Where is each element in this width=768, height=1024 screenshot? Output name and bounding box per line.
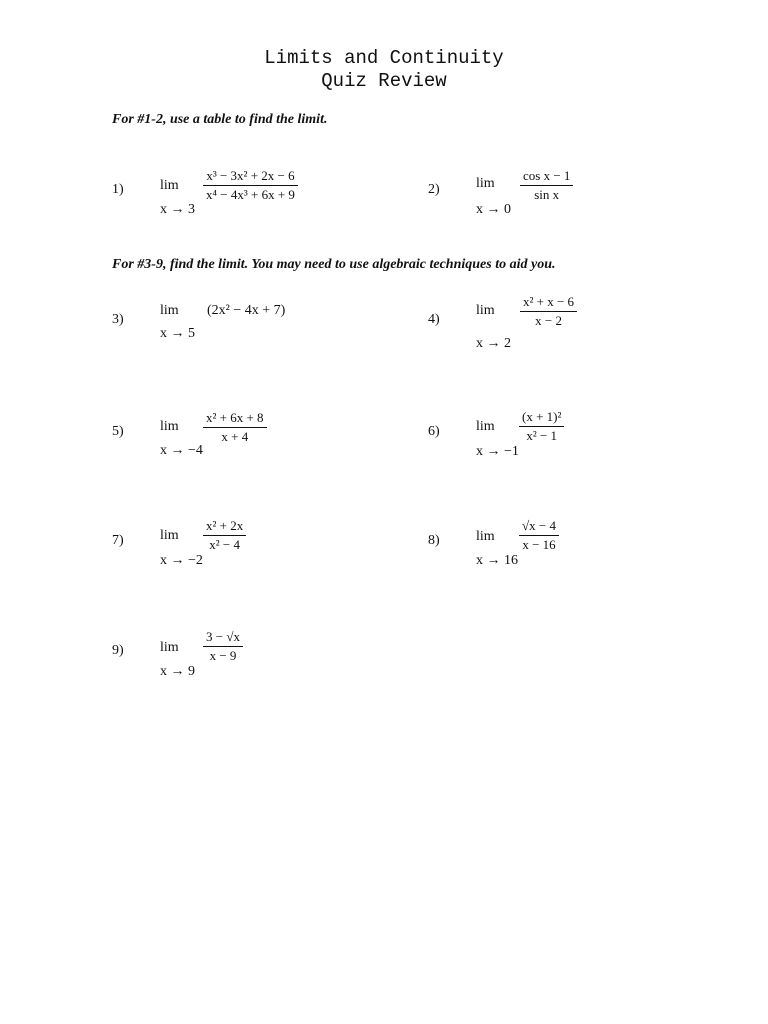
problem-label: 8) (428, 533, 440, 548)
numerator: 3 − √x (206, 629, 240, 644)
page-title: Limits and Continuity (264, 47, 504, 69)
numerator: x² + x − 6 (523, 294, 575, 309)
numerator: (x + 1)² (522, 409, 562, 424)
problem-label: 9) (112, 643, 124, 658)
fraction (520, 294, 577, 329)
fraction (203, 168, 298, 203)
denominator: x² − 1 (519, 426, 564, 444)
approach-text: x → 2 (476, 336, 511, 351)
fraction (203, 629, 243, 664)
fraction (520, 168, 573, 203)
approach-text: x → −1 (476, 444, 519, 459)
approach-text: x → 9 (160, 664, 195, 679)
lim-text: lim (160, 178, 179, 193)
denominator: x⁴ − 4x³ + 6x + 9 (203, 185, 298, 203)
numerator: x² + 6x + 8 (206, 410, 264, 425)
fraction (203, 410, 267, 445)
lim-text: lim (476, 419, 495, 434)
approach-text: x → −2 (160, 553, 203, 568)
denominator: x − 2 (520, 311, 577, 329)
denominator: sin x (520, 185, 573, 203)
lim-text: lim (476, 303, 495, 318)
problem-label: 5) (112, 424, 124, 439)
denominator: x − 9 (203, 646, 243, 664)
problem-label: 7) (112, 533, 124, 548)
lim-text: lim (476, 529, 495, 544)
expression: (2x² − 4x + 7) (207, 303, 286, 318)
problem-label: 1) (112, 182, 124, 197)
lim-text: lim (160, 419, 179, 434)
denominator: x − 16 (519, 535, 559, 553)
lim-text: lim (160, 640, 179, 655)
numerator: x³ − 3x² + 2x − 6 (206, 168, 295, 183)
fraction (519, 518, 559, 553)
problem-label: 6) (428, 424, 440, 439)
denominator: x + 4 (203, 427, 267, 445)
lim-text: lim (160, 528, 179, 543)
numerator: √x − 4 (522, 518, 556, 533)
problem-label: 3) (112, 312, 124, 327)
approach-text: x → −4 (160, 443, 203, 458)
approach-text: x → 3 (160, 202, 195, 217)
page-subtitle: Quiz Review (321, 70, 447, 92)
instruction-2: For #3-9, find the limit. You may need to use algebraic techniques to aid you. (112, 257, 556, 272)
denominator: x² − 4 (203, 535, 246, 553)
lim-text: lim (160, 303, 179, 318)
approach-text: x → 16 (476, 553, 518, 568)
numerator: cos x − 1 (523, 168, 571, 183)
fraction (203, 518, 246, 553)
problem-label: 4) (428, 312, 440, 327)
approach-text: x → 0 (476, 202, 511, 217)
problem-label: 2) (428, 182, 440, 197)
approach-text: x → 5 (160, 326, 195, 341)
instruction-1: For #1-2, use a table to find the limit. (112, 112, 328, 127)
numerator: x² + 2x (206, 518, 244, 533)
fraction (519, 409, 564, 444)
lim-text: lim (476, 176, 495, 191)
